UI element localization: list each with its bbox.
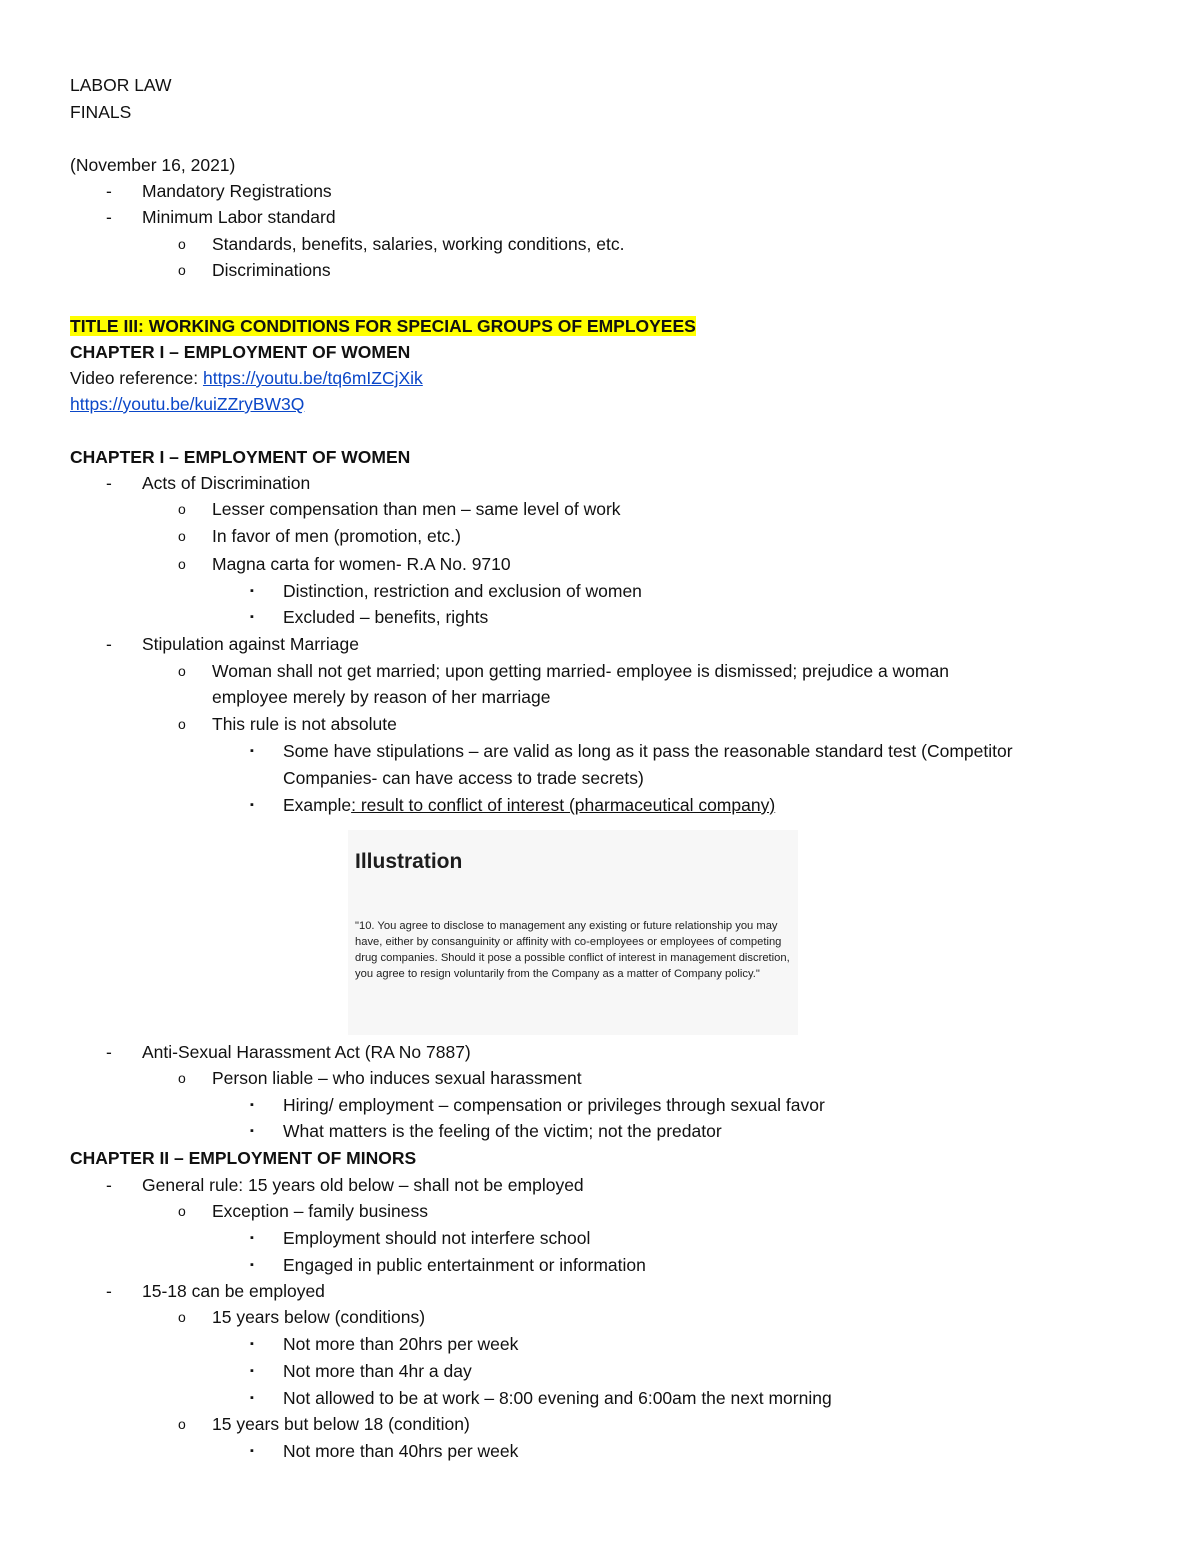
square-bullet: ▪ [250,745,254,757]
list-item-continuation: employee merely by reason of her marriage [212,687,551,707]
document-subtitle: FINALS [70,102,132,122]
dash-bullet: - [106,1175,112,1195]
square-bullet: ▪ [250,1125,254,1137]
dash-bullet: - [106,181,112,201]
circle-bullet: o [178,501,186,517]
video-reference-2 [70,393,304,415]
square-bullet: ▪ [250,1338,254,1350]
circle-bullet: o [178,663,186,679]
dash-bullet: - [106,473,112,493]
circle-bullet: o [178,262,186,278]
circle-bullet: o [178,236,186,252]
document-page: LABOR LAW FINALS (November 16, 2021) - Mandatory Registrations - Minimum Labor standard o Standards, benefits, salaries, working conditions, etc. o Discriminations TITLE III: WORKING CONDITIONS FOR SPECIAL GROUPS OF EMPLOYEES CHAPTER I – EMPLOYMENT OF WOMEN Video reference: https://youtu.be/tq6mIZCjXik https://youtu.be/kuiZZryBW3Q CHAPTER I – EMPLOYMENT OF WOMEN - Acts of Discrimination o Lesser compensation than men – same level of work o In favor of men (promotion, etc.) o Magna carta for women- R.A No. 9710 ▪ Distinction, restriction and exclusion of women ▪ Excluded – benefits, rights - Stipulation against Marriage o Woman shall not get married; upon getting married- employee is dismissed; prejudice a woman employee merely by reason of her marriage o This rule is not absolute ▪ Some have stipulations – are valid as long as it pass the reasonable standard test (Competitor Companies- can have access to trade secrets) ▪ Example: result to conflict of interest (pharmaceutical company) Illustration "10. You agree to disclose to management any existing or future relationship you may have, either by consanguinity or affinity with co-employees or employees of competing drug companies. Should it pose a possible conflict of interest in management discretion, you agree to resign voluntarily from the Company as a matter of Company policy." - Anti-Sexual Harassment Act (RA No 7887) o Person liable – who induces sexual harassment ▪ Hiring/ employment – compensation or privileges through sexual favor ▪ What matters is the feeling of the victim; not the predator CHAPTER II – EMPLOYMENT OF MINORS - General rule: 15 years old below – shall not be employed o Exception – family business ▪ Employment should not interfere school ▪ Engaged in public entertainment or information - 15-18 can be employed o 15 years below (conditions) ▪ Not more than 20hrs per week ▪ Not more than 4hr a day ▪ Not allowed to be at work – 8:00 evening and 6:00am the next morning o 15 years but below 18 (condition) ▪ Not more than 40hrs per week [70,75,1013,1461]
circle-bullet: o [178,528,186,544]
video-link[interactable]: https://youtu.be/kuiZZryBW3Q [70,394,305,414]
square-bullet: ▪ [250,1232,254,1244]
title-heading: TITLE III: WORKING CONDITIONS FOR SPECIAL GROUPS OF EMPLOYEES [70,316,696,336]
circle-bullet: o [178,1309,186,1325]
square-bullet: ▪ [250,1445,254,1457]
video-link[interactable]: https://youtu.be/tq6mIZCjXik [202,368,423,388]
circle-bullet: o [178,1070,186,1086]
illustration-text: "10. You agree to disclose to management any existing or future relationship you may have, either by consanguinity or affinity with co-employees or employees of competing drug companies. Should it pose a possible conflict of interest in management discretion, you agree to resign voluntarily from the Company as a matter of Company policy." [355,920,790,980]
dash-bullet: - [106,1281,112,1301]
circle-bullet: o [178,716,186,732]
square-bullet: ▪ [250,1259,254,1271]
circle-bullet: o [178,556,186,572]
dash-bullet: - [106,1042,112,1062]
list-item-continuation: Companies- can have access to trade secrets) [283,768,644,788]
chapter-heading: CHAPTER II – EMPLOYMENT OF MINORS [70,1148,417,1168]
square-bullet: ▪ [250,1392,254,1404]
square-bullet: ▪ [250,799,254,811]
video-reference: Video reference: https://youtu.be/tq6mIZCjXik [70,368,423,388]
square-bullet: ▪ [250,611,254,623]
lecture-date: (November 16, 2021) [70,155,236,175]
chapter-heading: CHAPTER I – EMPLOYMENT OF WOMEN [70,447,411,467]
illustration-image [348,830,798,1035]
square-bullet: ▪ [250,585,254,597]
dash-bullet: - [106,634,112,654]
circle-bullet: o [178,1203,186,1219]
document-title: LABOR LAW [70,75,172,95]
circle-bullet: o [178,1416,186,1432]
square-bullet: ▪ [250,1365,254,1377]
dash-bullet: - [106,207,112,227]
square-bullet: ▪ [250,1099,254,1111]
chapter-heading: CHAPTER I – EMPLOYMENT OF WOMEN [70,342,411,362]
illustration-title: Illustration [355,850,463,873]
